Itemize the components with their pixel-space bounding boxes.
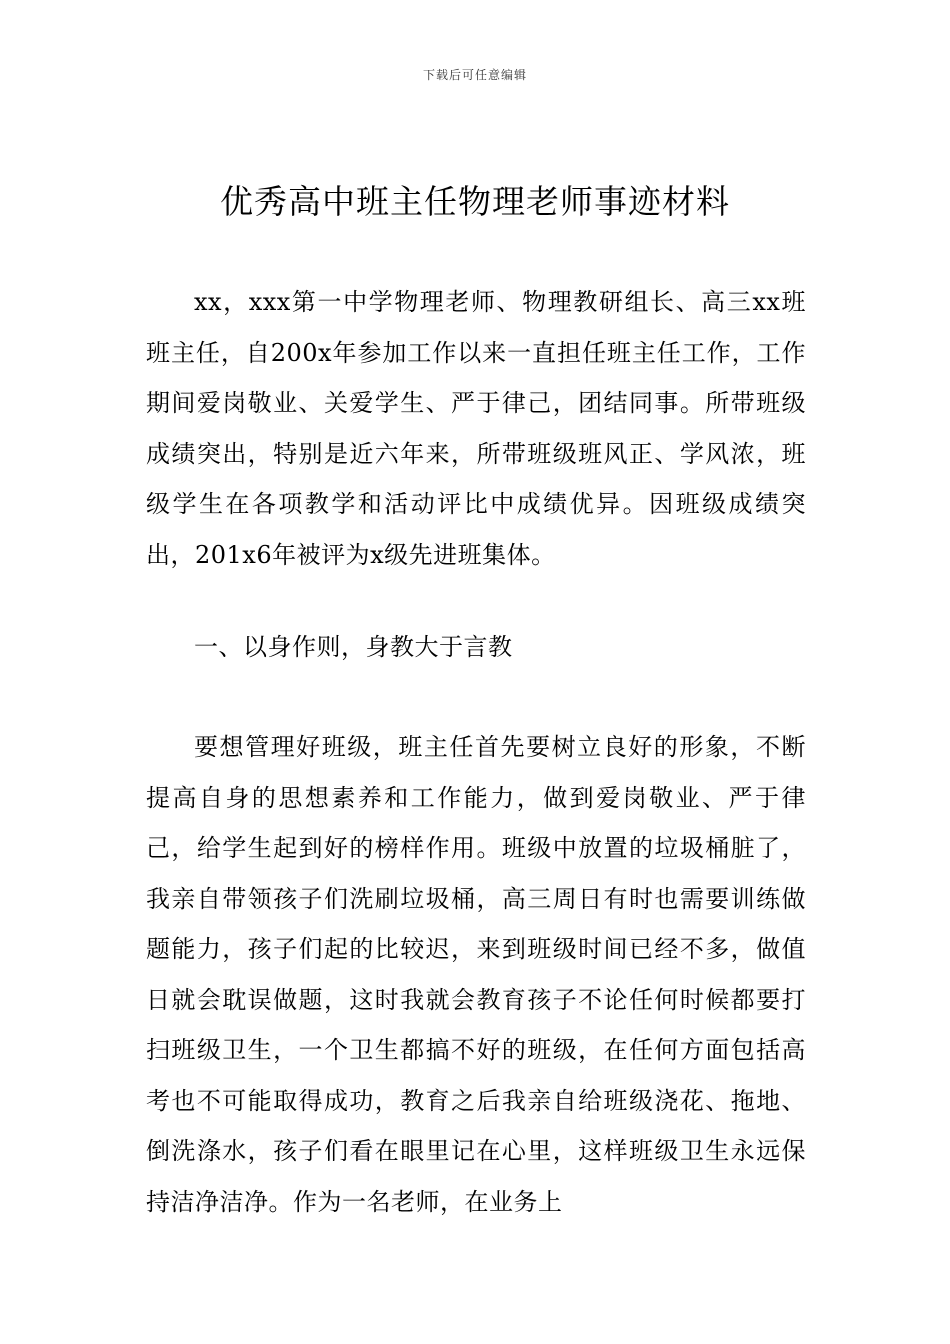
- document-title: 优秀高中班主任物理老师事迹材料: [220, 182, 730, 221]
- body-paragraph: 要想管理好班级，班主任首先要树立良好的形象，不断提高自身的思想素养和工作能力，做到爱岗敬业、严于律己，给学生起到好的榜样作用。班级中放置的垃圾桶脏了，我亲自带领孩子们洗刷垃圾桶，高三周日有时也需要训练做题能力，孩子们起的比较迟，来到班级时间已经不多，做值日就会耽误做题，这时我就会教育孩子不论任何时候都要打扫班级卫生，一个卫生都搞不好的班级，在任何方面包括高考也不可能取得成功，教育之后我亲自给班级浇花、拖地、倒洗涤水，孩子们看在眼里记在心里，这样班级卫生永远保持洁净洁净。作为一名老师，在业务上: [146, 733, 806, 1216]
- header-note: 下载后可任意编辑: [422, 68, 527, 82]
- body-paragraph: xx，xxx第一中学物理老师、物理教研组长、高三xx班班主任，自200x年参加工作以来一直担任班主任工作，工作期间爱岗敬业、关爱学生、严于律己，团结同事。所带班级成绩突出，特别是近六年来，所带班级班风正、学风浓，班级学生在各项教学和活动评比中成绩优异。因班级成绩突出，201x6年被评为x级先进班集体。: [146, 288, 806, 569]
- section-heading: 一、以身作则，身教大于言教: [194, 633, 513, 661]
